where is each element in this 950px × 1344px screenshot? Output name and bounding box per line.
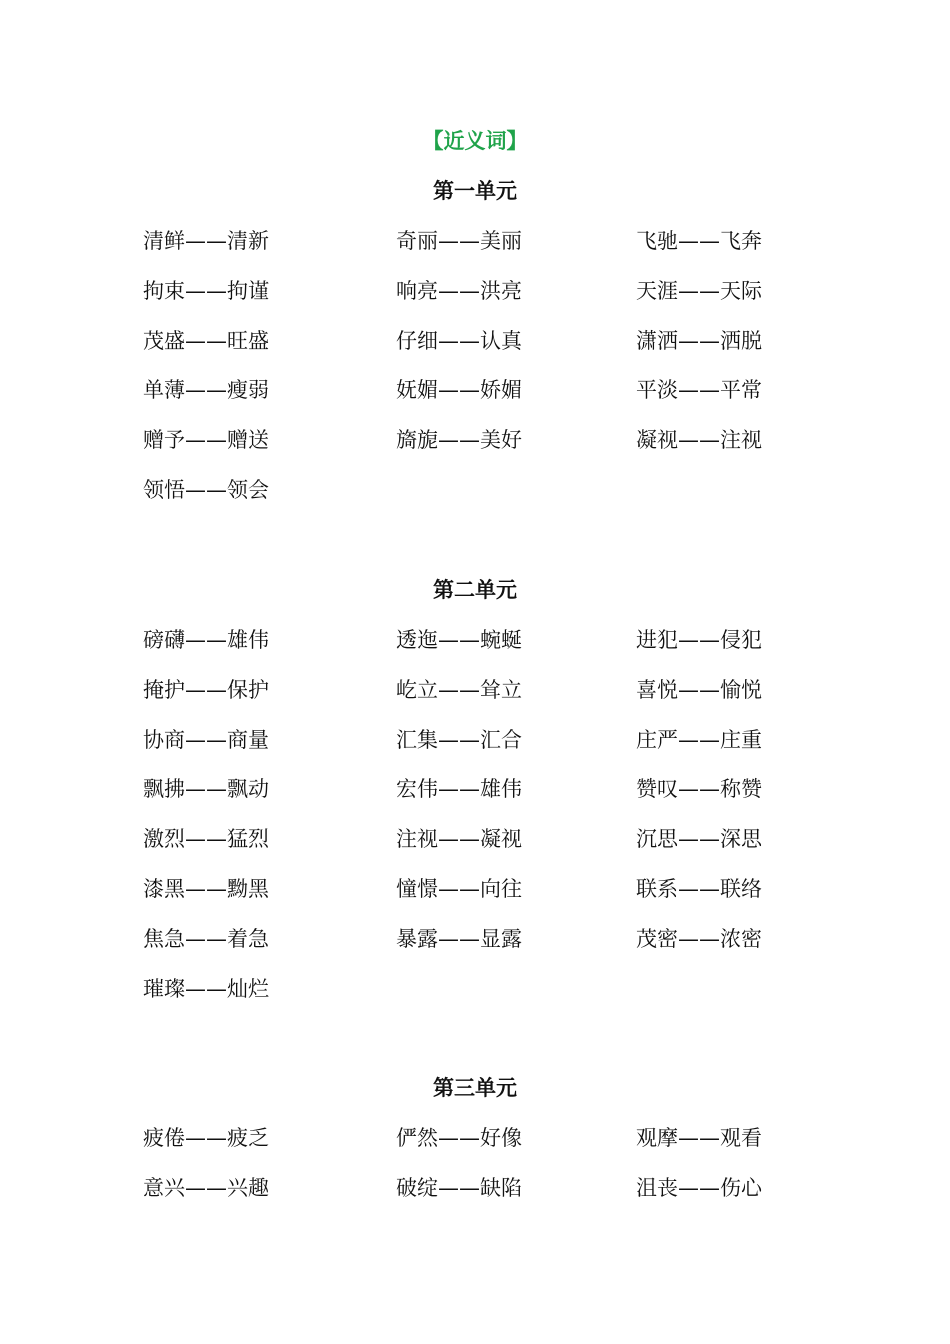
- synonym-pair: 沉思——深思: [636, 827, 762, 852]
- synonym-pair: 清鲜——清新: [143, 229, 269, 253]
- synonym-pair: 磅礴——雄伟: [143, 628, 269, 652]
- synonym-pair: 焦急——着急: [143, 926, 269, 951]
- synonym-pair: 奇丽——美丽: [396, 229, 522, 253]
- synonym-pair: 喜悦——愉悦: [636, 677, 762, 702]
- synonym-pair: 飞驰——飞奔: [636, 229, 762, 253]
- synonym-pair: 茂密——浓密: [636, 926, 762, 951]
- unit-heading: 第三单元: [433, 1076, 517, 1100]
- synonym-pair: 憧憬——向往: [396, 877, 522, 901]
- synonym-pair: 汇集——汇合: [396, 727, 522, 752]
- synonym-pair: 璀璨——灿烂: [143, 976, 269, 1001]
- synonym-pair: 疲倦——疲乏: [143, 1126, 269, 1150]
- synonym-pair: 注视——凝视: [396, 827, 522, 852]
- synonym-pair: 庄严——庄重: [636, 727, 762, 752]
- synonym-pair: 赠予——赠送: [143, 428, 269, 453]
- synonym-pair: 暴露——显露: [396, 926, 522, 951]
- synonym-pair: 茂盛——旺盛: [143, 328, 269, 353]
- synonym-pair: 屹立——耸立: [396, 677, 522, 702]
- synonym-pair: 俨然——好像: [396, 1126, 522, 1150]
- synonym-pair: 透迤——蜿蜒: [396, 628, 522, 652]
- synonym-pair: 平淡——平常: [636, 378, 762, 403]
- synonym-pair: 意兴——兴趣: [143, 1175, 269, 1200]
- synonym-pair: 飘拂——飘动: [143, 777, 269, 802]
- synonym-pair: 沮丧——伤心: [636, 1175, 762, 1200]
- synonym-pair: 妩媚——娇媚: [396, 378, 522, 403]
- synonym-pair: 潇洒——洒脱: [636, 328, 762, 353]
- page-title: 【近义词】: [422, 129, 528, 153]
- synonym-pair: 漆黑——黝黑: [143, 877, 269, 901]
- synonym-pair: 凝视——注视: [636, 428, 762, 453]
- synonym-pair: 宏伟——雄伟: [396, 777, 522, 802]
- unit-heading: 第一单元: [433, 179, 517, 203]
- synonym-pair: 天涯——天际: [636, 278, 762, 303]
- synonym-pair: 掩护——保护: [143, 677, 269, 702]
- synonym-pair: 旖旎——美好: [396, 428, 522, 453]
- unit-heading: 第二单元: [433, 578, 517, 602]
- synonym-pair: 观摩——观看: [636, 1126, 762, 1150]
- synonym-pair: 破绽——缺陷: [396, 1175, 522, 1200]
- synonym-pair: 进犯——侵犯: [636, 628, 762, 652]
- synonym-pair: 单薄——瘦弱: [143, 378, 269, 403]
- synonym-pair: 领悟——领会: [143, 478, 269, 502]
- synonym-pair: 响亮——洪亮: [396, 278, 522, 303]
- synonym-pair: 激烈——猛烈: [143, 827, 269, 852]
- synonym-pair: 赞叹——称赞: [636, 777, 762, 802]
- synonym-pair: 仔细——认真: [396, 328, 522, 353]
- synonym-pair: 拘束——拘谨: [143, 278, 269, 303]
- synonym-pair: 协商——商量: [143, 727, 269, 752]
- synonym-pair: 联系——联络: [636, 877, 762, 901]
